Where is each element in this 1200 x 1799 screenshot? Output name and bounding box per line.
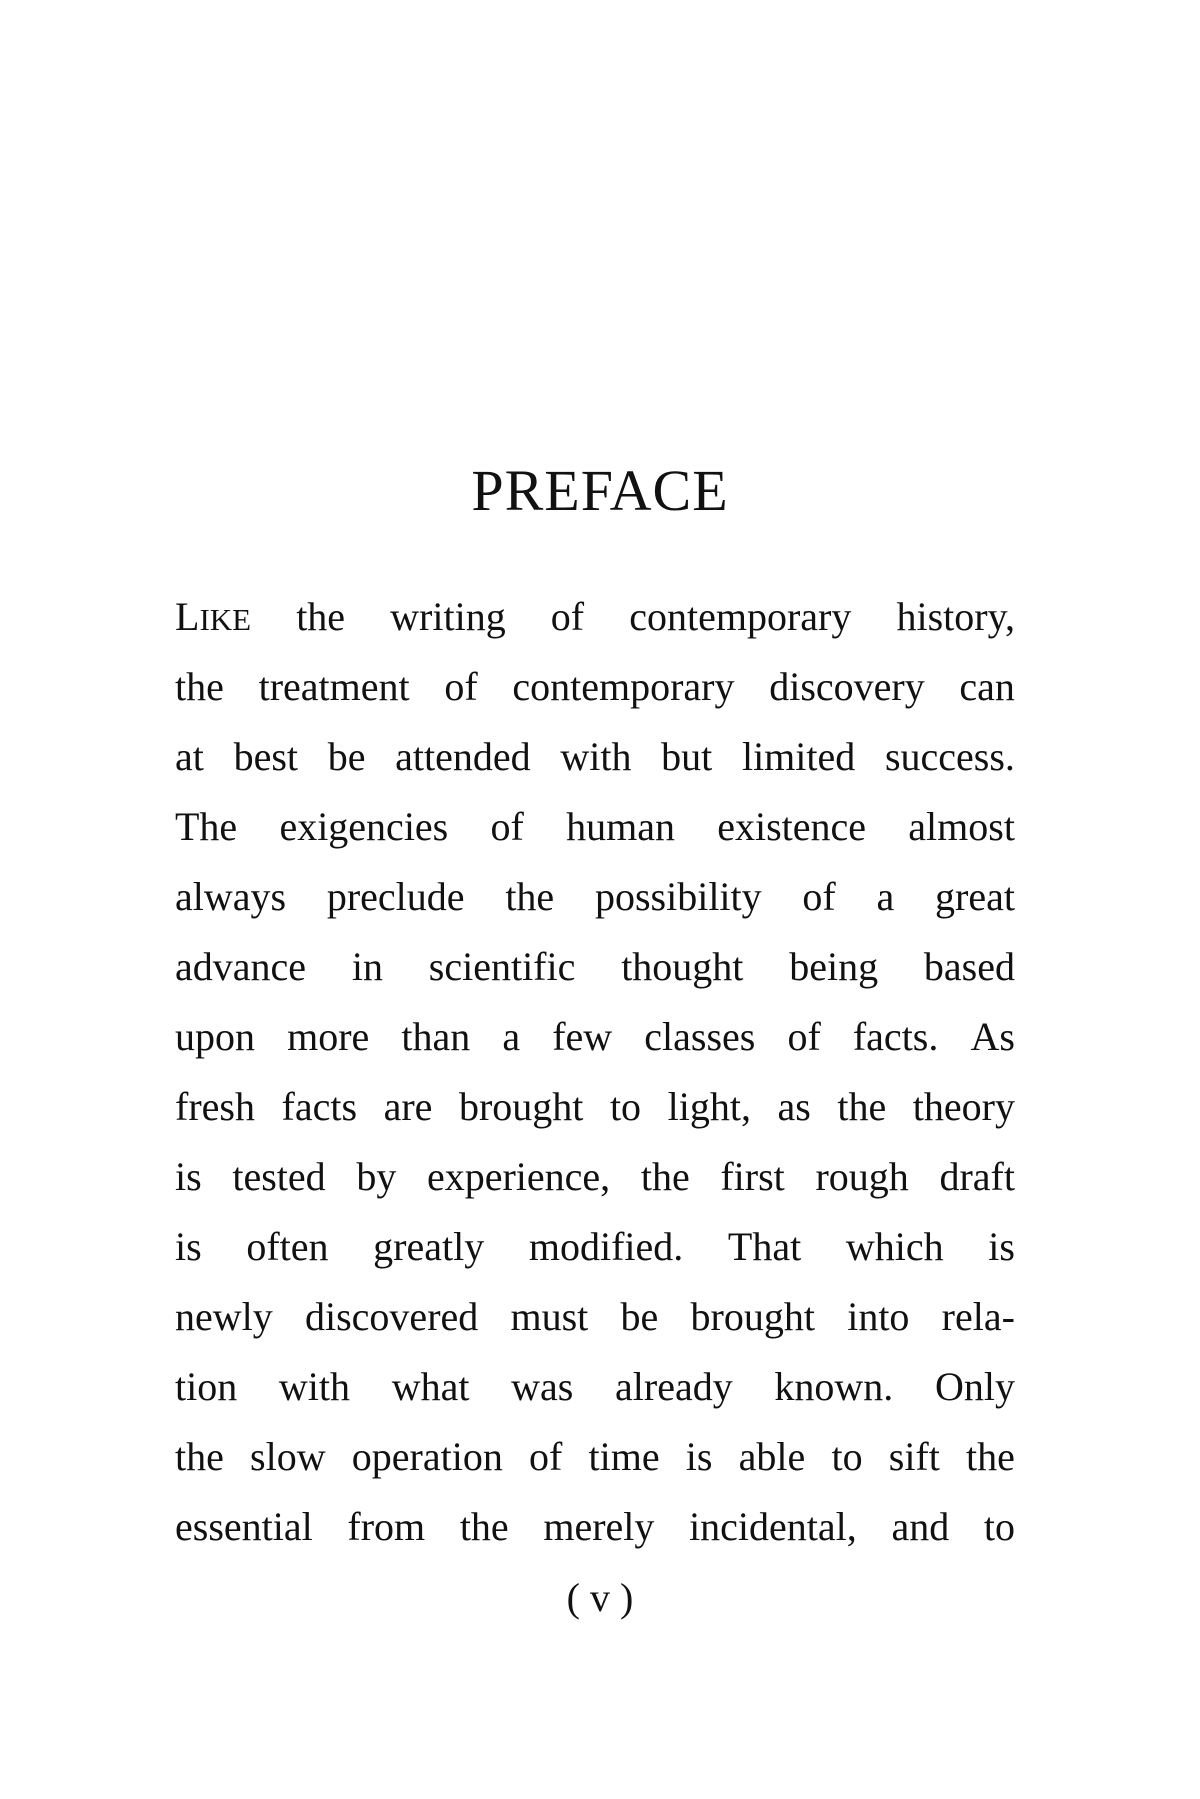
word: is (685, 1434, 713, 1479)
word: existence (717, 804, 867, 849)
word: preclude (326, 874, 465, 919)
word: upon (175, 1014, 255, 1059)
text-line (175, 1422, 1015, 1492)
word: being (789, 944, 879, 989)
text-line (175, 652, 1015, 722)
word: first (720, 1154, 785, 1199)
word: few (552, 1014, 613, 1059)
word: the (175, 1434, 224, 1479)
lead-word (175, 582, 251, 652)
word: what (391, 1364, 470, 1409)
word: slow (250, 1434, 326, 1479)
word: scientific (428, 944, 576, 989)
word: the (640, 1154, 690, 1199)
word: thought (621, 944, 744, 989)
word: is (988, 1224, 1015, 1269)
page-title: PREFACE (471, 458, 729, 523)
word: to (831, 1434, 863, 1479)
word: is (175, 1224, 202, 1269)
word: always (175, 874, 287, 919)
word: of (802, 874, 836, 919)
word: are (383, 1084, 433, 1129)
word: was (511, 1364, 574, 1409)
lead-word-initial: L (175, 594, 200, 639)
word: to (983, 1504, 1015, 1549)
word: time (588, 1434, 660, 1479)
word: a (502, 1014, 521, 1059)
text-line (175, 1002, 1015, 1072)
word: sift (888, 1434, 940, 1479)
word: success. (884, 734, 1015, 779)
word: by (356, 1154, 397, 1199)
text-line (175, 862, 1015, 932)
word: of (529, 1434, 563, 1479)
word: the (837, 1084, 887, 1129)
word: with (560, 734, 632, 779)
word: of (444, 664, 478, 709)
word: be (327, 734, 366, 779)
word: greatly (373, 1224, 485, 1269)
word: the (505, 874, 555, 919)
word: facts. (852, 1014, 939, 1059)
text-line (175, 1072, 1015, 1142)
lead-word-smallcaps: IKE (199, 602, 252, 637)
word: essential (175, 1504, 313, 1549)
word: rela- (941, 1294, 1015, 1339)
word: history, (896, 594, 1015, 639)
word: often (246, 1224, 329, 1269)
word: attended (395, 734, 531, 779)
word: limited (741, 734, 856, 779)
word: best (233, 734, 298, 779)
text-line (175, 1352, 1015, 1422)
word: experience, (426, 1154, 611, 1199)
word: brought (458, 1084, 584, 1129)
word: newly (175, 1294, 273, 1339)
word: discovery (769, 664, 925, 709)
word: of (787, 1014, 821, 1059)
word: the (966, 1434, 1015, 1479)
word: Only (934, 1364, 1015, 1409)
text-line (175, 1142, 1015, 1212)
word: than (401, 1014, 471, 1059)
word: a (876, 874, 895, 919)
word: the (459, 1504, 509, 1549)
word: facts (281, 1084, 358, 1129)
text-line (175, 582, 1015, 652)
word: tion (175, 1364, 238, 1409)
word: based (923, 944, 1015, 989)
word: able (738, 1434, 806, 1479)
word: light, (667, 1084, 751, 1129)
word: known. (774, 1364, 894, 1409)
word: as (777, 1084, 811, 1129)
word: classes (644, 1014, 756, 1059)
word: As (970, 1014, 1015, 1059)
word: merely (543, 1504, 655, 1549)
word: already (615, 1364, 733, 1409)
word: incidental, (689, 1504, 857, 1549)
word: from (347, 1504, 426, 1549)
word: human (566, 804, 675, 849)
word: but (661, 734, 713, 779)
text-line (175, 792, 1015, 862)
word: more (287, 1014, 370, 1059)
word: which (845, 1224, 944, 1269)
word: is (175, 1154, 202, 1199)
word: discovered (305, 1294, 479, 1339)
preface-body (175, 582, 1015, 1562)
word: advance (175, 944, 307, 989)
word: writing (390, 594, 506, 639)
word: at (175, 734, 204, 779)
word: into (847, 1294, 910, 1339)
word: possibility (594, 874, 762, 919)
word: contemporary (512, 664, 735, 709)
word: the (296, 594, 346, 639)
word: The (175, 804, 238, 849)
word: draft (939, 1154, 1015, 1199)
word: with (278, 1364, 351, 1409)
word: in (351, 944, 383, 989)
word: tested (232, 1154, 326, 1199)
word: almost (908, 804, 1015, 849)
text-line (175, 1492, 1015, 1562)
word: fresh (175, 1084, 255, 1129)
word: and (891, 1504, 950, 1549)
word: can (959, 664, 1015, 709)
text-line (175, 932, 1015, 1002)
word: theory (912, 1084, 1015, 1129)
word: operation (351, 1434, 503, 1479)
text-line (175, 1212, 1015, 1282)
page-number: ( v ) (566, 1575, 634, 1620)
text-line (175, 1282, 1015, 1352)
word: the (175, 664, 224, 709)
word: contemporary (629, 594, 852, 639)
word: to (609, 1084, 642, 1129)
word: of (550, 594, 585, 639)
word: rough (815, 1154, 909, 1199)
word: That (727, 1224, 802, 1269)
word: treatment (258, 664, 410, 709)
word: of (490, 804, 524, 849)
word: great (935, 874, 1015, 919)
word: modified. (528, 1224, 684, 1269)
text-line (175, 722, 1015, 792)
word: exigencies (279, 804, 449, 849)
word: be (620, 1294, 659, 1339)
word: brought (690, 1294, 815, 1339)
word: must (510, 1294, 589, 1339)
